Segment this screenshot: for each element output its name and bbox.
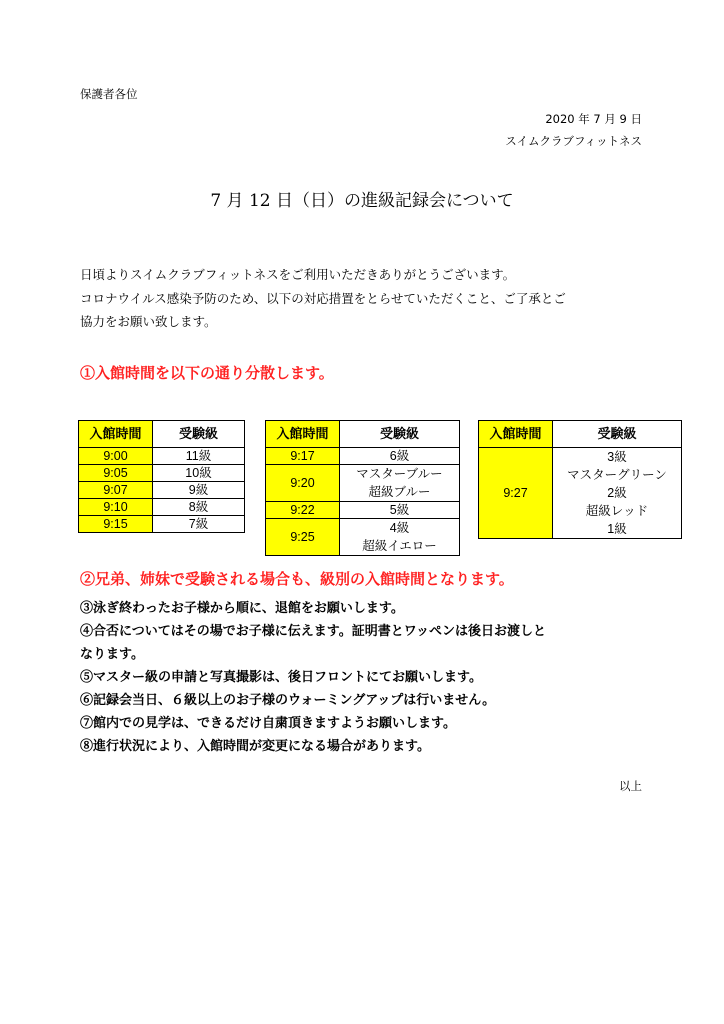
table-row <box>79 448 245 465</box>
notice-item: ⑥記録会当日、６級以上のお子様のウォーミングアップは行いません。 <box>80 693 496 708</box>
time-cell: 9:05 <box>79 465 153 482</box>
grade-cell: 10級 <box>153 465 245 482</box>
table-row <box>266 502 460 519</box>
intro-line: 日頃よりスイムクラブフィットネスをご利用いただきありがとうございます。 <box>80 267 516 282</box>
grade-cell <box>340 465 460 502</box>
notice-items <box>80 597 660 758</box>
time-cell: 9:07 <box>79 482 153 499</box>
grade-line: 3級 <box>607 450 627 464</box>
time-cell: 9:17 <box>266 448 340 465</box>
closing-word: 以上 <box>619 779 642 793</box>
grade-line: マスターグリーン <box>567 468 667 482</box>
notice-item: ⑦館内での見学は、できるだけ自粛頂きますようお願いします。 <box>80 716 456 731</box>
notice-item: ⑤マスター級の申請と写真撮影は、後日フロントにてお願いします。 <box>80 670 482 685</box>
table-row <box>79 499 245 516</box>
grade-cell: 6級 <box>340 448 460 465</box>
time-cell: 9:00 <box>79 448 153 465</box>
table-row <box>479 448 682 539</box>
header-time: 入館時間 <box>79 421 153 448</box>
header-grade: 受験級 <box>553 421 682 448</box>
schedule-table-3 <box>478 420 682 539</box>
table-row <box>266 519 460 556</box>
grade-cell <box>340 519 460 556</box>
grade-line: 超級イエロー <box>362 539 437 553</box>
time-cell: 9:15 <box>79 516 153 533</box>
notice-item: ④合否についてはその場でお子様に伝えます。証明書とワッペンは後日お渡しと <box>80 624 547 639</box>
grade-cell: 7級 <box>153 516 245 533</box>
header-time: 入館時間 <box>266 421 340 448</box>
grade-cell: 5級 <box>340 502 460 519</box>
schedule-table-1 <box>78 420 245 533</box>
time-cell: 9:22 <box>266 502 340 519</box>
header-time: 入館時間 <box>479 421 553 448</box>
grade-cell: 8級 <box>153 499 245 516</box>
notice-item: なります。 <box>80 647 144 662</box>
intro-line: コロナウイルス感染予防のため、以下の対応措置をとらせていただくこと、ご了承とご <box>80 290 566 306</box>
header-grade: 受験級 <box>153 421 245 448</box>
grade-line: 超級レッド <box>585 504 649 518</box>
table-row <box>79 482 245 499</box>
salutation: 保護者各位 <box>80 87 138 101</box>
time-cell: 9:10 <box>79 499 153 516</box>
section2-heading: ②兄弟、姉妹で受験される場合も、級別の入館時間となります。 <box>80 570 514 588</box>
notice-item: ③泳ぎ終わったお子様から順に、退館をお願いします。 <box>80 601 404 616</box>
grade-cell: 11級 <box>153 448 245 465</box>
time-cell: 9:27 <box>479 448 553 539</box>
grade-line: マスターブルー <box>356 467 443 481</box>
time-cell: 9:25 <box>266 519 340 556</box>
organization-name: スイムクラブフィットネス <box>505 134 642 148</box>
intro-paragraph <box>80 263 660 334</box>
grade-line: 4級 <box>389 521 410 535</box>
document-date: 2020 年 7 月 9 日 <box>545 112 642 126</box>
table-row <box>266 465 460 502</box>
schedule-table-2 <box>265 420 460 556</box>
table-row <box>79 465 245 482</box>
grade-line: 2級 <box>607 486 627 500</box>
section1-heading: ①入館時間を以下の通り分散します。 <box>80 364 334 382</box>
table-row <box>266 448 460 465</box>
grade-cell: 9級 <box>153 482 245 499</box>
time-cell: 9:20 <box>266 465 340 502</box>
grade-line: 1級 <box>607 522 627 536</box>
table-row <box>79 516 245 533</box>
grade-line: 超級ブルー <box>368 485 431 499</box>
header-grade: 受験級 <box>340 421 460 448</box>
notice-item: ⑧進行状況により、入館時間が変更になる場合があります。 <box>80 739 430 754</box>
document-title: 7 月 12 日（日）の進級記録会について <box>210 191 514 211</box>
grade-cell <box>553 448 682 539</box>
intro-line: 協力をお願い致します。 <box>80 314 217 329</box>
